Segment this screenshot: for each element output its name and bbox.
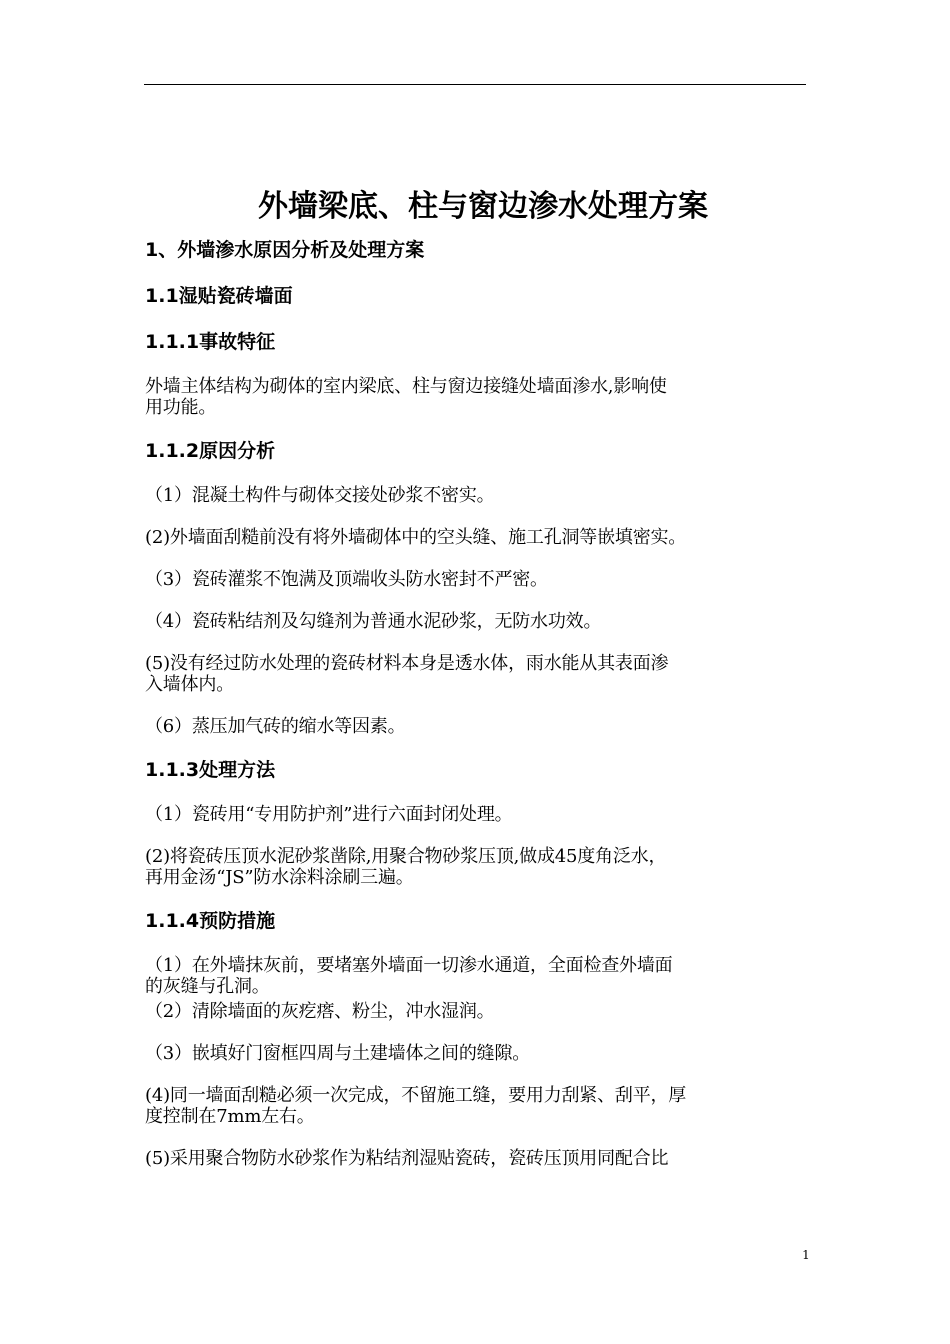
subsection-heading-cause-analysis: 1.1.2原因分析 [145, 440, 276, 462]
list-item-prevention-1 [145, 955, 825, 997]
list-item-cause-4: （4）瓷砖粘结剂及勾缝剂为普通水泥砂浆，无防水功效。 [145, 611, 602, 632]
subsection-heading-prevention: 1.1.4预防措施 [145, 910, 276, 932]
paragraph-accident-features [145, 376, 825, 418]
text-line: 入墙体内。 [145, 674, 234, 695]
text-line: 再用金汤“JS”防水涂料涂刷三遍。 [145, 867, 414, 888]
list-item-prevention-3: （3）嵌填好门窗框四周与土建墙体之间的缝隙。 [145, 1043, 531, 1064]
document-body [145, 180, 825, 1190]
list-item-treatment-1: （1）瓷砖用“专用防护剂”进行六面封闭处理。 [145, 804, 513, 825]
text-line: 度控制在7mm左右。 [145, 1106, 315, 1127]
header-rule [144, 84, 806, 85]
list-item-cause-5 [145, 653, 825, 695]
page-number: 1 [802, 1248, 810, 1262]
text-line: (5)没有经过防水处理的瓷砖材料本身是透水体，雨水能从其表面渗 [145, 653, 669, 674]
document-title: 外墙梁底、柱与窗边渗水处理方案 [258, 189, 708, 224]
text-line: 外墙主体结构为砌体的室内梁底、柱与窗边接缝处墙面渗水,影响使 [145, 376, 667, 397]
list-item-cause-2: (2)外墙面刮糙前没有将外墙砌体中的空头缝、施工孔洞等嵌填密实。 [145, 527, 687, 548]
list-item-prevention-5: (5)采用聚合物防水砂浆作为粘结剂湿贴瓷砖，瓷砖压顶用同配合比 [145, 1148, 669, 1169]
list-item-prevention-4 [145, 1085, 825, 1127]
list-item-cause-6: （6）蒸压加气砖的缩水等因素。 [145, 716, 406, 737]
list-item-cause-3: （3）瓷砖灌浆不饱满及顶端收头防水密封不严密。 [145, 569, 548, 590]
list-item-cause-1: （1）混凝土构件与砌体交接处砂浆不密实。 [145, 485, 495, 506]
subsection-heading-treatment: 1.1.3处理方法 [145, 759, 276, 781]
section-heading-1-1: 1.1湿贴瓷砖墙面 [145, 285, 293, 307]
text-line: （1）在外墙抹灰前，要堵塞外墙面一切渗水通道，全面检查外墙面 [145, 955, 673, 976]
subsection-heading-accident-features: 1.1.1事故特征 [145, 331, 276, 353]
text-line: 用功能。 [145, 397, 217, 418]
text-line: 的灰缝与孔洞。 [145, 976, 270, 997]
text-line: (4)同一墙面刮糙必须一次完成，不留施工缝，要用力刮紧、刮平，厚 [145, 1085, 687, 1106]
section-heading-1: 1、外墙渗水原因分析及处理方案 [145, 239, 425, 261]
text-line: (2)将瓷砖压顶水泥砂浆凿除,用聚合物砂浆压顶,做成45度角泛水， [145, 846, 667, 867]
list-item-treatment-2 [145, 846, 825, 888]
list-item-prevention-2: （2）清除墙面的灰疙瘩、粉尘，冲水湿润。 [145, 1001, 495, 1022]
